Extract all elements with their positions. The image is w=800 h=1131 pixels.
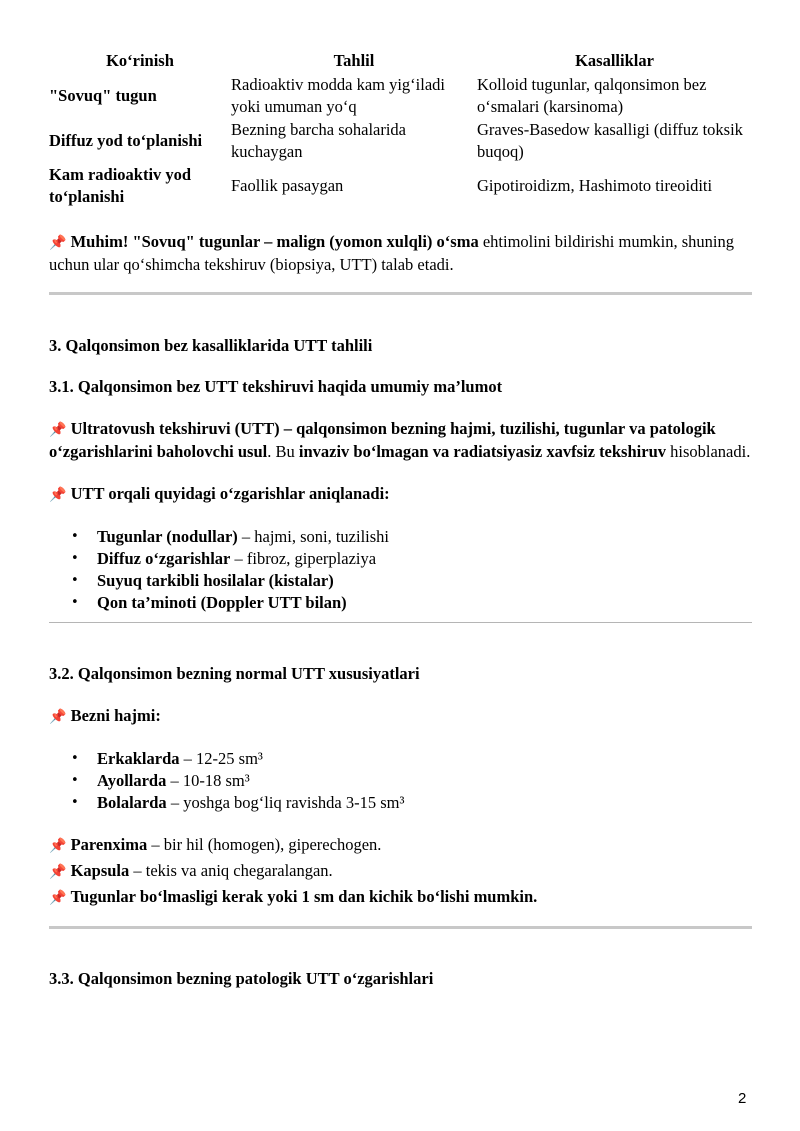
intro-text: . Bu bbox=[267, 442, 299, 461]
pin-icon: 📌 bbox=[49, 890, 67, 906]
nodes-line bbox=[49, 886, 752, 909]
list-item-bold: Tugunlar (nodullar) bbox=[97, 527, 238, 546]
changes-label bbox=[49, 483, 752, 506]
list-item-text: – fibroz, giperplaziya bbox=[230, 549, 377, 568]
table-cell: Radioaktiv modda kam yig‘iladi yoki umuman yo‘q bbox=[231, 75, 446, 116]
list-item bbox=[49, 526, 752, 548]
table-cell: Bezning barcha sohalarida kuchaygan bbox=[231, 120, 407, 161]
table-cell: Graves-Basedow kasalligi (diffuz toksik buqoq) bbox=[477, 120, 743, 161]
section-3-1-title: 3.1. Qalqonsimon bez UTT tekshiruvi haqida umumiy ma’lumot bbox=[49, 377, 503, 396]
pin-icon: 📌 bbox=[49, 487, 67, 503]
pin-icon: 📌 bbox=[49, 235, 67, 251]
table-cell: Kolloid tugunlar, qalqonsimon bez o‘smalari (karsinoma) bbox=[477, 75, 707, 116]
list-item-bold: Ayollarda bbox=[97, 771, 167, 790]
table-header-cell: Ko‘rinish bbox=[106, 50, 174, 70]
list-item-text: – 10-18 sm³ bbox=[166, 771, 250, 790]
document-page bbox=[49, 48, 752, 990]
table-cell: Kam radioaktiv yod to‘planishi bbox=[49, 165, 192, 206]
list-item bbox=[49, 592, 752, 614]
capsule-line bbox=[49, 860, 752, 883]
changes-label-text: UTT orqali quyidagi o‘zgarishlar aniqlanadi: bbox=[70, 484, 390, 503]
list-item-bold: Suyuq tarkibli hosilalar (kistalar) bbox=[97, 571, 334, 590]
parenchyma-line bbox=[49, 834, 752, 857]
important-note bbox=[49, 231, 752, 276]
list-item-bold: Bolalarda bbox=[97, 793, 167, 812]
note-bold: Muhim! "Sovuq" tugunlar – malign (yomon xulqli) o‘sma bbox=[70, 232, 479, 251]
note-text: ehtimolini bildirishi mumkin, shuning uchun ular qo‘shimcha tekshiruv (biopsiya, UTT) talab etadi. bbox=[49, 232, 735, 274]
size-label bbox=[49, 705, 752, 728]
intro-bold-2: invaziv bo‘lmagan va radiatsiyasiz xavfsiz tekshiruv bbox=[298, 442, 666, 461]
section-3-2-title: 3.2. Qalqonsimon bezning normal UTT xususiyatlari bbox=[49, 664, 420, 683]
list-item bbox=[49, 770, 752, 792]
scintigraphy-table bbox=[49, 48, 752, 209]
size-list bbox=[49, 748, 752, 814]
pin-icon: 📌 bbox=[49, 709, 67, 725]
list-item bbox=[49, 548, 752, 570]
divider bbox=[49, 292, 752, 295]
divider bbox=[49, 926, 752, 929]
section-3-title: 3. Qalqonsimon bez kasalliklarida UTT tahlili bbox=[49, 336, 373, 355]
utt-intro bbox=[49, 418, 752, 463]
page-number: 2 bbox=[738, 1090, 747, 1107]
capsule-bold: Kapsula bbox=[70, 861, 130, 880]
pin-icon: 📌 bbox=[49, 864, 67, 880]
list-item bbox=[49, 748, 752, 770]
size-label-text: Bezni hajmi: bbox=[70, 706, 161, 725]
pin-icon: 📌 bbox=[49, 422, 67, 438]
list-item-bold: Qon ta’minoti (Doppler UTT bilan) bbox=[97, 593, 347, 612]
list-item-bold: Diffuz o‘zgarishlar bbox=[97, 549, 231, 568]
intro-end: hisoblanadi. bbox=[666, 442, 751, 461]
list-item bbox=[49, 792, 752, 814]
list-item-text: – 12-25 sm³ bbox=[179, 749, 263, 768]
table-header-cell: Kasalliklar bbox=[575, 50, 654, 70]
section-3-3-title: 3.3. Qalqonsimon bezning patologik UTT o‘zgarishlari bbox=[49, 969, 434, 988]
list-item-bold: Erkaklarda bbox=[97, 749, 180, 768]
parenchyma-bold: Parenxima bbox=[70, 835, 148, 854]
table-header-row bbox=[49, 48, 752, 73]
table-cell: "Sovuq" tugun bbox=[49, 86, 157, 105]
list-item bbox=[49, 570, 752, 592]
table-cell: Diffuz yod to‘planishi bbox=[49, 131, 203, 150]
table-row bbox=[49, 163, 752, 209]
table-row bbox=[49, 119, 752, 163]
list-item-text: – hajmi, soni, tuzilishi bbox=[237, 527, 390, 546]
pin-icon: 📌 bbox=[49, 838, 67, 854]
table-header-cell: Tahlil bbox=[333, 50, 375, 70]
list-item-text: – yoshga bog‘liq ravishda 3-15 sm³ bbox=[166, 793, 405, 812]
table-row bbox=[49, 73, 752, 119]
table-cell: Gipotiroidizm, Hashimoto tireoiditi bbox=[477, 176, 713, 195]
changes-list bbox=[49, 526, 752, 614]
intro-bold: Ultratovush tekshiruvi (UTT) – qalqonsimon bezning hajmi, tuzilishi, tugunlar va patologik o‘zgarishlarini baholovchi usul bbox=[49, 419, 716, 461]
capsule-text: – tekis va aniq chegaralangan. bbox=[129, 861, 333, 880]
table-cell: Faollik pasaygan bbox=[231, 176, 344, 195]
parenchyma-text: – bir hil (homogen), giperechogen. bbox=[147, 835, 382, 854]
nodes-bold: Tugunlar bo‘lmasligi kerak yoki 1 sm dan kichik bo‘lishi mumkin. bbox=[70, 887, 538, 906]
divider bbox=[49, 622, 752, 623]
